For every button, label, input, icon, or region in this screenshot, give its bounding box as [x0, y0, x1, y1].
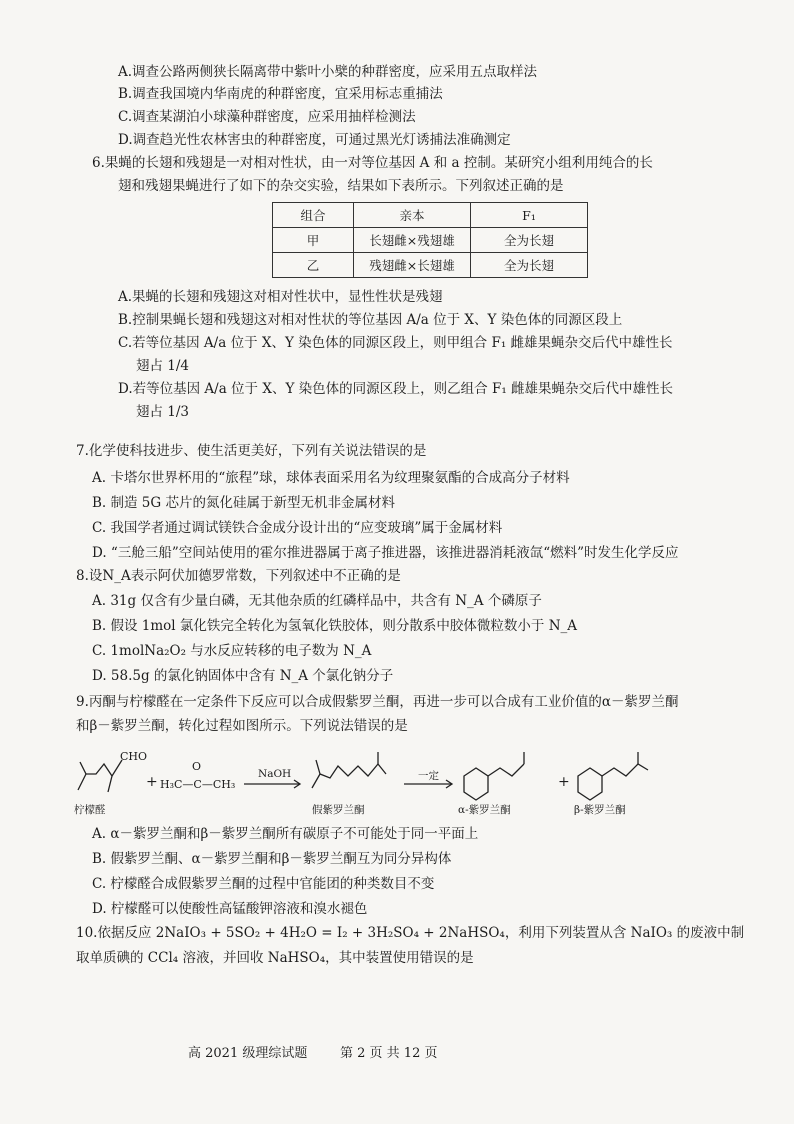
label-pseudoionone: 假紫罗兰酮 [312, 804, 365, 816]
q8-option-b: B. 假设 1mol 氯化铁完全转化为氢氧化铁胶体，则分散系中胶体微粒数小于 N_A [92, 618, 578, 634]
q6-option-a: A.果蝇的长翅和残翅这对相对性状中，显性性状是残翅 [118, 289, 443, 305]
plus-sign-2: + [558, 774, 570, 790]
cross-table [272, 202, 588, 278]
table-cell: 残翅雌×长翅雄 [354, 253, 471, 278]
q10-stem-line1: 10.依据反应 2NaIO₃ + 5SO₂ + 4H₂O = I₂ + 3H₂SO₄ + 2NaHSO₄，利用下列装置从含 NaIO₃ 的废液中制 [76, 925, 745, 941]
q5-option-d: D.调查趋光性农林害虫的种群密度，可通过黑光灯诱捕法准确测定 [118, 132, 511, 148]
acetone-oxygen: O [192, 760, 202, 773]
q7-option-a: A. 卡塔尔世界杯用的“旅程”球，球体表面采用名为纹理聚氨酯的合成高分子材料 [92, 470, 570, 486]
label-citral: 柠檬醛 [74, 804, 106, 816]
q8-option-a: A. 31g 仅含有少量白磷，无其他杂质的红磷样品中，共含有 N_A 个磷原子 [92, 593, 542, 609]
header-parents: 亲本 [354, 203, 471, 228]
q5-option-b: B.调查我国境内华南虎的种群密度，宜采用标志重捕法 [118, 86, 443, 102]
alpha-chain [488, 764, 524, 776]
beta-chain [602, 764, 648, 776]
q7-stem: 7.化学使科技进步、使生活更美好，下列有关说法错误的是 [76, 443, 427, 459]
reaction-scheme [72, 748, 712, 816]
q9-option-c: C. 柠檬醛合成假紫罗兰酮的过程中官能团的种类数目不变 [92, 876, 435, 892]
reagent-naoh: NaOH [258, 768, 292, 780]
q6-stem-line2: 翅和残翅果蝇进行了如下的杂交实验，结果如下表所示。下列叙述正确的是 [118, 178, 564, 194]
q9-stem-line1: 9.丙酮与柠檬醛在一定条件下反应可以合成假紫罗兰酮，再进一步可以合成有工业价值的α－紫罗兰酮 [76, 694, 679, 710]
table-header-row [273, 203, 588, 228]
citral-methyl [80, 762, 86, 774]
footer-page-number: 第 2 页 共 12 页 [340, 1046, 438, 1061]
citral-cho-label: CHO [120, 750, 148, 763]
alpha-ring [464, 768, 488, 800]
q5-option-c: C.调查某湖泊小球藻种群密度，应采用抽样检测法 [118, 109, 416, 125]
q10-stem-line2: 取单质碘的 CCl₄ 溶液，并回收 NaHSO₄，其中装置使用错误的是 [76, 950, 474, 966]
q7-option-c: C. 我国学者通过调试镁铁合金成分设计出的“应变玻璃”属于金属材料 [92, 520, 503, 536]
table-cell: 全为长翅 [471, 228, 588, 253]
table-cell: 长翅雌×残翅雄 [354, 228, 471, 253]
q7-option-b: B. 制造 5G 芯片的氮化硅属于新型无机非金属材料 [92, 495, 395, 511]
q8-option-c: C. 1molNa₂O₂ 与水反应转移的电子数为 N_A [92, 643, 372, 659]
header-f1: F₁ [471, 203, 588, 228]
table-cell: 全为长翅 [471, 253, 588, 278]
reagent-condition: 一定 [418, 770, 439, 782]
acetone-formula: H₃C—C—CH₃ [160, 778, 236, 791]
table-row [273, 253, 588, 278]
q8-stem: 8.设N_A表示阿伏加德罗常数，下列叙述中不正确的是 [76, 568, 401, 584]
q7-option-d: D. “三舱三船”空间站使用的霍尔推进器属于离子推进器，该推进器消耗液氙“燃料”时发生化学反应 [92, 545, 679, 561]
q5-option-a: A.调查公路两侧狭长隔离带中紫叶小檗的种群密度，应采用五点取样法 [118, 64, 538, 80]
q6-option-d-line1: D.若等位基因 A/a 位于 X、Y 染色体的同源区段上，则乙组合 F₁ 雌雄果蝇杂交后代中雄性长 [118, 381, 674, 397]
q9-option-a: A. α－紫罗兰酮和β－紫罗兰酮所有碳原子不可能处于同一平面上 [92, 826, 479, 842]
q6-option-b: B.控制果蝇长翅和残翅这对相对性状的等位基因 A/a 位于 X、Y 染色体的同源区段上 [118, 312, 623, 328]
footer-exam-title: 高 2021 级理综试题 [188, 1046, 308, 1061]
q9-option-b: B. 假紫罗兰酮、α－紫罗兰酮和β－紫罗兰酮互为同分异构体 [92, 851, 452, 867]
label-beta-ionone: β-紫罗兰酮 [574, 804, 626, 816]
pseudoionone-chain [312, 764, 386, 788]
table-cell: 甲 [273, 228, 354, 253]
q6-option-c-line2: 翅占 1/4 [136, 358, 190, 374]
q6-stem-line1: 6.果蝇的长翅和残翅是一对相对性状，由一对等位基因 A 和 a 控制。某研究小组利用纯合的长 [92, 155, 653, 171]
table-cell: 乙 [273, 253, 354, 278]
table-row [273, 228, 588, 253]
q8-option-d: D. 58.5g 的氯化钠固体中含有 N_A 个氯化钠分子 [92, 668, 394, 684]
plus-sign-1: + [146, 774, 158, 790]
label-alpha-ionone: α-紫罗兰酮 [458, 804, 511, 816]
q9-stem-line2: 和β－紫罗兰酮，转化过程如图所示。下列说法错误的是 [76, 718, 408, 734]
q6-option-c-line1: C.若等位基因 A/a 位于 X、Y 染色体的同源区段上，则甲组合 F₁ 雌雄果蝇杂交后代中雄性长 [118, 335, 673, 351]
q6-option-d-line2: 翅占 1/3 [136, 404, 190, 420]
header-combo: 组合 [273, 203, 354, 228]
pseudoionone-methyl [316, 760, 320, 774]
q9-option-d: D. 柠檬醛可以使酸性高锰酸钾溶液和溴水褪色 [92, 901, 368, 917]
beta-ring [578, 768, 602, 800]
